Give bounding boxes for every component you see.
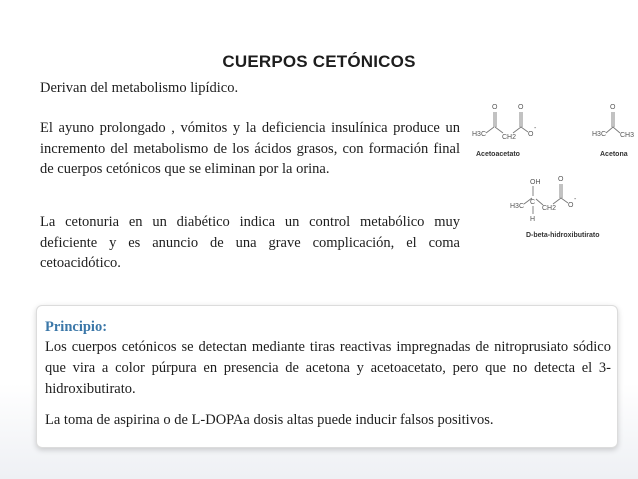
svg-text:H3C: H3C <box>510 203 525 210</box>
svg-text:H: H <box>530 216 536 223</box>
cause-paragraph: El ayuno prolongado , vómitos y la deficiencia insulínica produce un incremento del metabolismo de los ácidos grasos, con formación final de cuerpos cetónicos que se eliminan por la orina. <box>40 120 460 177</box>
principle-box <box>36 305 618 448</box>
svg-text:O: O <box>492 104 498 111</box>
svg-text:O: O <box>610 104 616 111</box>
svg-text:O: O <box>558 176 564 183</box>
acetone-label: Acetona <box>600 151 628 158</box>
principle-text: Los cuerpos cetónicos se detectan mediante tiras reactivas impregnadas de nitroprusiato sódico que vira a color púrpura en presencia de acetona y acetoacetato, pero que no detecta el 3-hidroxibutirato. <box>45 339 611 397</box>
acetoacetate-structure <box>472 104 537 158</box>
hydroxybutyrate-structure <box>510 176 600 239</box>
svg-text:H3C: H3C <box>592 131 607 138</box>
svg-text:O: O <box>568 202 574 209</box>
hydroxybutyrate-label: D-beta-hidroxibutirato <box>526 232 600 239</box>
ketone-bodies-structures <box>470 96 635 246</box>
svg-text:CH3: CH3 <box>620 132 635 139</box>
svg-text:CH2: CH2 <box>542 205 557 212</box>
page-title: CUERPOS CETÓNICOS <box>222 52 416 71</box>
intro-paragraph: Derivan del metabolismo lipídico. <box>40 80 239 96</box>
svg-text:O: O <box>528 131 534 138</box>
principle-heading: Principio: <box>45 319 108 335</box>
svg-text:O: O <box>518 104 524 111</box>
svg-text:H3C: H3C <box>472 131 487 138</box>
svg-text:C: C <box>530 199 536 206</box>
acetone-structure <box>592 104 634 158</box>
acetoacetate-label: Acetoacetato <box>476 151 520 158</box>
svg-text:-: - <box>574 196 577 203</box>
ketonuria-paragraph: La cetonuria en un diabético indica un control metabólico muy deficiente y es anuncio de una grave complicación, el coma cetoacidótico. <box>40 214 460 271</box>
svg-text:OH: OH <box>530 179 541 186</box>
svg-text:CH2: CH2 <box>502 134 517 141</box>
svg-text:-: - <box>534 125 537 132</box>
interference-text: La toma de aspirina o de L-DOPAa dosis altas puede inducir falsos positivos. <box>45 412 494 428</box>
